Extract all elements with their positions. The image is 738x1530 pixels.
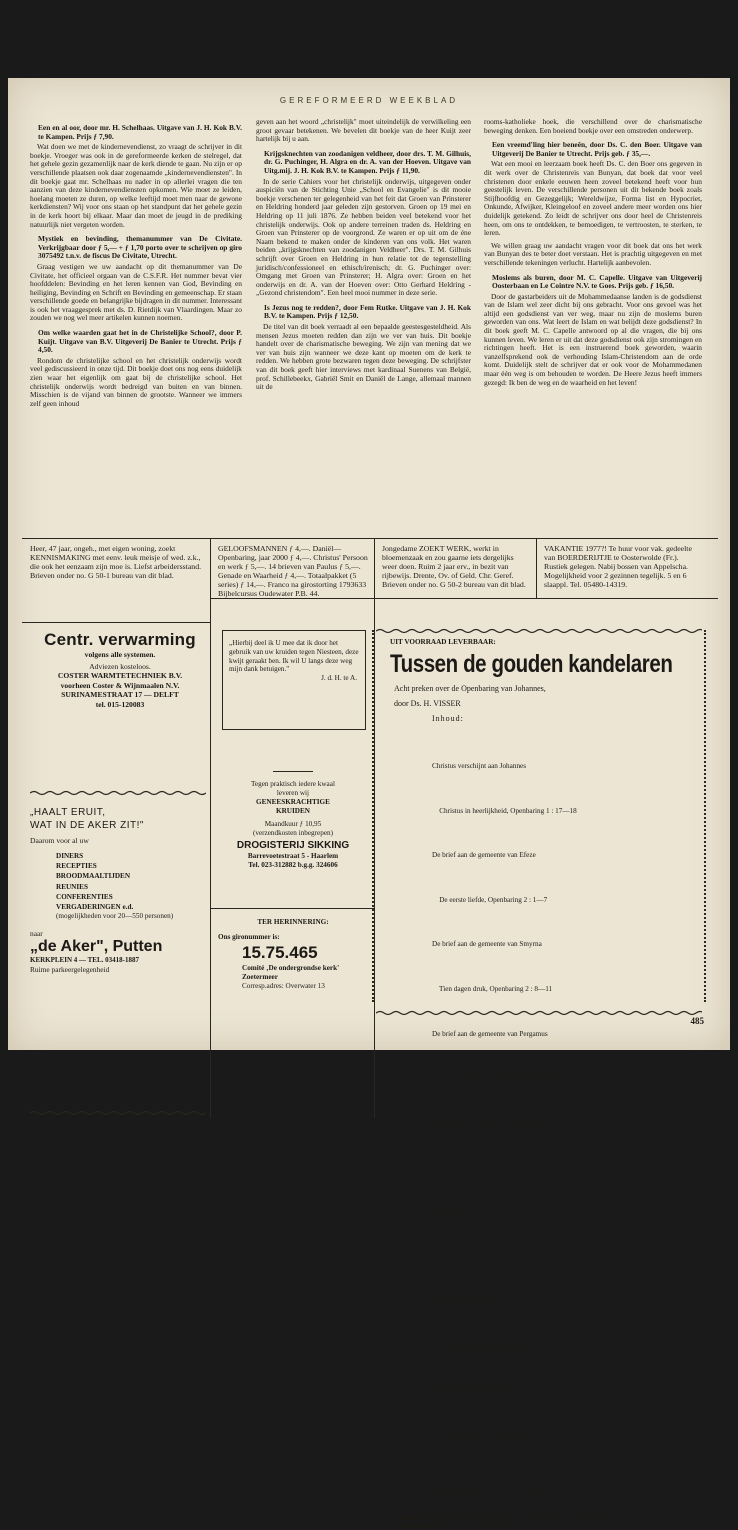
heating-ad-title: Centr. verwarming [44,630,196,649]
heating-ad [30,630,210,710]
heating-ad-address: SURINAMESTRAAT 17 — DELFT [61,690,179,700]
review-title: Mystiek en bevinding, themanummer van De Civitate. Verkrijgbaar door ƒ 5,— + ƒ 1,70 porto over te schrijven op giro 3075492 t.n.v. de fiscus De Civitate, Utrecht. [38,234,242,261]
review-title: Een vreemd'ling hier beneên, door Ds. C. den Boer. Uitgave van Uitgeverij De Banier te Utrecht. Prijs geb. ƒ 35,—. [492,140,702,158]
list-item: CONFERENTIES [56,892,113,901]
testimonial-text: „Hierbij deel ik U mee dat ik door het gebruik van uw kruiden tegen Niesteen, deze kwijt geraakt ben. Ik wil U langs deze weg mijn dank betuigen." [229,639,359,674]
list-item: REUNIES [56,882,88,891]
herbs-ad-note: (verzendkosten inbegrepen) [252,829,334,837]
herbs-ad-heading: GENEESKRACHTIGE [256,798,330,806]
heating-ad-phone: tel. 015-120083 [95,699,145,709]
herbs-ad-shop: DROGISTERIJ SIKKING [236,840,350,851]
heating-ad-sub: volgens alle systemen. [84,650,156,659]
review-title: Krijgsknechten van zoodanigen veldheer, door drs. T. M. Gilhuis, dr. G. Puchinger, H. Algra en dr. A. van der Hoeven. Uitgave van Uitg.mij. J. H. Kok B.V. te Kampen. Prijs ƒ 11,90. [264,148,471,175]
running-header: GEREFORMEERD WEEKBLAD [279,96,459,105]
list-item: De eerste liefde, Openbaring 2 : 1—7 [432,895,548,904]
divider [210,598,211,1118]
list-item: De brief aan de gemeente van Smyrna [432,940,542,949]
giro-ad-address: Corresp.adres: Overwater 13 [242,982,325,990]
herbs-ad-phone: Tel. 023-312882 b.g.g. 324606 [248,861,338,869]
herbs-ad-price: Maandkuur ƒ 10,95 [264,820,322,828]
divider [536,538,537,598]
list-item: Het woeden van Izebel, Openbaring 2 : 18—29 [432,1163,576,1172]
book-title: Tussen de gouden kandelaren [390,650,673,678]
giro-number: 15.75.465 [242,943,318,962]
aker-naar: naar [30,929,43,939]
list-item: De brief aan de gemeente van Pergamus [432,1029,548,1038]
divider [273,771,313,772]
book-subtitle: Acht preken over de Openbaring van Johannes, [394,684,546,693]
newspaper-page [8,78,730,1530]
book-contents-heading: Inhoud: [432,714,464,723]
decorative-border [702,630,706,1002]
list-item: De brief aan de gemeente van Thyatire [432,1118,544,1127]
testimonial-signature: J. d. H. te A. [321,674,357,683]
herbs-ad [218,780,368,870]
book-author: door Ds. H. VISSER [394,699,461,708]
review-text: Wat een mooi en leerzaam boek heeft Ds. C. den Boer ons gegeven in dit werk over de Christenreis van Bunyan, dat boek dat voor veel christenen door enkele eeuwen heen zoveel betekend heeft voor hun geestelijk leven. De verschillende personen uit dit bekende boek zoals Stijfhoofdig en Gezeggelijk; Wereldwijze, Forma list en Hypocriet, Onkunde, Afwijker, Kleingeloof en zoveel andere meer worden ons hier duidelijk getekend. Zo leidt de schrijver ons door heel de Christenreis heen, om ons te ontdekken, te bemoedigen, te vertroosten, te sterken, te leren. [484,159,702,238]
column-3 [484,118,702,391]
aker-slogan-2: WAT IN DE AKER ZIT!" [30,820,144,831]
book-order-info: Bestellingen bij de boekhandel en bij [392,1499,499,1508]
list-item: Een geopende deur, Openbaring 3 : 7—13 [432,1341,561,1350]
review-text: Door de gastarbeiders uit de Mohammedaanse landen is de godsdienst van de Islam wel zeer dicht bij ons gebracht. Voor ons gevoel was het altijd een godsdienst van ver weg, maar nu zijn de moslems buren geworden van ons. Wat leert de Islam en wat belijdt deze godsdienst? In dit boek geeft M. C. Capelle antwoord op al die vragen, die bij ons kunnen leven. We leren er uit dat deze godsdienst ook zijn stromingen en richtingen heeft. Het is een instruerend boek geworden, waarin vanzelfsprekend ook de verhouding Islam-Christendom aan de orde komt. Duidelijk stelt de schrijver dat er ook voor de Mohammedanen maar één weg is om behouden te worden. De Heere Jezus heeft immers gezegd: Ik ben de weg en de waarheid en het leven! [484,291,702,387]
book-contents [432,726,698,1476]
column-1 [30,118,242,412]
divider [374,538,375,598]
decorative-border [30,790,206,796]
list-item: Tien dagen druk, Openbaring 2 : 8—11 [432,984,553,993]
list-item: Christus verschijnt aan Johannes [432,762,527,770]
classified-ad: Heer, 47 jaar, ongeh., met eigen woning, zoekt KENNISMAKING met eenv. leuk meisje of wed. z.k., die ook het eenzaam zijn moe is. Liefst arbeidersstand. Brieven onder no. G 50-1 bureau van dit blad. [30,544,202,580]
decorative-border [376,1010,702,1016]
aker-parking: Ruime parkeergelegenheid [30,965,110,975]
herbs-ad-line: Tegen praktisch iedere kwaal [251,780,335,788]
list-item: Waar de troon des satans is, Openbaring 2 : 12—17 [432,1074,587,1083]
review-text: Rondom de christelijke school en het christelijk onderwijs wordt veel gediscussieerd in onze tijd. Dit boekje doet ons nog eens duidelijk zien waar het eigenlijk om gaat bij de christelijke school. Het christelijk onderwijs wordt bedreigd van buiten en van binnen. Misschien is de vijand van binnen de grootste. Wanneer we immers zelf geen inhoud [30,355,242,408]
book-ad-preheader: UIT VOORRAAD LEVERBAAR: [390,638,496,646]
giro-ad-sub: Ons gironummer is: [218,933,280,941]
giro-ad-title: TER HERINNERING: [257,918,329,926]
classified-ad: Jongedame ZOEKT WERK, werkt in bloemenzaak en zou gaarne iets dergelijks weer doen. Ruim 2 jaar erv., in bezit van rijbewijs. Drente, Ov. of Geld. Chr. Geref. Brieven onder no. G 50-2 bureau van dit blad. [382,544,526,589]
divider [210,538,211,598]
page-number: 485 [690,1016,704,1026]
list-item: Geroepen tot waakzaamheid, Openbaring 3 : 1—6 [432,1252,584,1261]
divider [22,538,718,539]
review-text: geven aan het woord „christelijk" moet uiteindelijk de verwilkeling een groot gevaar betekenen. We bevelen dit boekje van de heer Kuijt zeer hartelijk bij u aan. [256,117,471,144]
list-item: De brief aan Sardis [432,1207,488,1216]
review-title: Een en al oor, door mr. H. Schelhaas. Uitgave van J. H. Kok B.V. te Kampen. Prijs ƒ 7,90. [38,123,242,141]
divider [210,598,718,599]
heating-ad-company: COSTER WARMTETECHNIEK B.V. [57,671,183,681]
list-item: De brief aan de gemeente van Efeze [432,851,536,860]
review-text: In de serie Cahiers voor het christelijk onderwijs, uitgegeven onder auspiciën van de Stichting Unie „School en Evangelie" is dit mooie boekje verschenen ter gelegenheid van het feit dat Groen van Prinsterer en Heldring honderd jaar geleden zijn gestorven. Groen op 19 mei en Heldring op 11 juli 1876. Ze hebben beiden veel betekend voor het christelijk onderwijs. Ook op andere terreinen traden ds. Heldring en Groen van Prinsterer op de voorgrond. Ze waren er op uit om de éne Naam bekend te maken onder de kinderen van ons volk. Het waren beiden „krijgsknechten van zoodanigen Veldheer". Drs. T. M. Gilhuis schrijft over Groen en Heldring in hun relatie tot de tegenstelling juridisch/confessioneel en ethisch/irenisch; dr. G. Puchinger over: Omgang met Groen van Prinsterer; H. Algra over: Groen en het onderwijs en dr. A. van der Hoeven over: Otto Gerhard Heldring - „Gezond christendom". Een heel mooi nummer in deze serie. [256,176,471,298]
decorative-border [372,630,376,1002]
list-item: BROODMAALTIJDEN [56,872,131,881]
herbs-ad-address: Barrevoetestraat 5 - Haarlem [247,852,339,860]
publisher-line: DRUKKER-UITGEVER J. BOUT & ZN — HUIZEN — Giro 177897 [392,1513,606,1522]
list-item: Kopen en kloppen, Openbaring 3 : 14—22 [432,1430,562,1439]
book-price: De prijs van dit boek bedraagt ƒ 12,50, franko per post ƒ 15,25 [392,1485,573,1494]
aker-ad [30,806,210,974]
classified-ad: GELOOFSMANNEN ƒ 4,—. Daniël—Openbaring, jaar 2000 ƒ 4,—. Christus' Persoon en werk ƒ 5,—. 14 brieven van Paulus ƒ 5,—. Genade en Waarheid ƒ 4,—. Totaalpakket (5 series) ƒ 14,—. Franco na girostorting 1793633 Bijbelcursus Oudewater P.B. 44. [218,544,368,598]
heating-ad-formerly: voorheen Coster & Wijnmaalen N.V. [60,680,180,690]
aker-slogan-1: „HAALT ERUIT, [30,807,106,818]
review-text: Wat doen we met de kindernevendienst, zo vraagt de schrijver in dit boekje. Vroeger was ook in de gereformeerde kerken de stelregel, dat het gehele gezin gezamenlijk naar de kerk diende te gaan. Nu zijn er op verschillende plaatsen ook daar zogenaamde „kindernevendiensten". In dit boekje gaat mr. Schelhaas nu nader in op allerlei vragen die ten aanzien van deze kindernevendiensten opkomen. Wie moet ze leiden, hoelang moeten ze duren, op welke leeftijd moet men naar de gewone kerkdiensten? Wij voor ons staan op het standpunt dat het gehele gezin in de kerk hoort bij elkaar. Maar dan moet de jeugd in de prediking natuurlijk niet vergeten worden. [30,142,242,229]
review-title: Om welke waarden gaat het in de Christelijke School?, door P. Kuijt. Uitgave van B.V. Uitgeverij De Banier te Utrecht. Prijs ƒ 4,50. [38,328,242,355]
list-item: DINERS [56,852,84,860]
herbs-ad-heading: KRUIDEN [276,807,310,815]
column-2 [256,118,471,396]
publisher-address: Ceintuurbaan 52—34 — Tel. 02152-53293 [392,1521,521,1530]
review-text: Graag vestigen we uw aandacht op dit themanummer van De Civitate, het officieel orgaan van de C.S.F.R. Het nummer bevat vier hoofddelen: Bevinding en het leren kennen van God, Bevinding en heiliging, Bevinding en Schrift en Bevinding en gemeenschap. Er staan verschillende goede en belangrijke bijdragen in dit nummer. Interessant is ook het vraaggesprek met ds. D. Rietdijk van Vlaardingen. Maar zo zouden we nog wel meer artikelen kunnen noemen. [30,261,242,323]
divider [22,622,210,623]
aker-address: KERKPLEIN 4 — TEL. 03418-1887 [30,956,139,965]
review-title: Is Jezus nog te redden?, door Fem Rutke. Uitgave van J. H. Kok B.V. te Kampen. Prijs ƒ 12,50. [264,302,471,321]
review-text: De titel van dit boek verraadt al een bepaalde geestesgesteldheid. Als mensen Jezus moeten redden dan zijn we ver van huis. Dit boekje handelt over de charismatische beweging. We zijn van mening dat we ver van huis zijn wanneer we deze kant op moeten om de kerk te redden. We hebben grote bezwaren tegen deze beweging. De schrijfster van dit boek geeft hier interviews met kardinaal Suenens van België, prof. Schillebeekx, Gabriël Smit en Daniël de Lange, allemaal mannen uit de [256,322,471,392]
review-text: We willen graag uw aandacht vragen voor dit boek dat ons het werk van Bunyan des te beter doet verstaan. Het is prachtig uitgegeven en met verschillende tekeningen verlucht. Hartelijk aanbevolen. [484,240,702,267]
list-item: De brief aan Filadelfia [432,1297,497,1306]
list-item: VERGADERINGEN e.d. [56,903,134,912]
testimonial-box [222,630,366,730]
list-item: Christus in heerlijkheid, Openbaring 1 : 17—18 [432,806,577,815]
herbs-ad-line: leveren wij [276,789,310,797]
giro-ad-org: Comité ‚De ondergrondse kerk' [242,964,340,972]
review-text: rooms-katholieke hoek, die verschillend over de charismatische beweging denken. Een boeiend boekje over een omstreden onderwerp. [484,117,702,135]
heating-ad-advice: Adviezen kosteloos. [89,661,151,671]
giro-ad [218,918,368,991]
aker-list [56,851,210,912]
aker-intro: Daarom voor al uw [30,836,89,845]
aker-name: „de Aker", Putten [30,938,163,956]
decorative-border [376,628,702,634]
divider [210,908,374,909]
list-item: RECEPTIES [56,862,97,871]
list-item: De zevende brief aan Laodicea [432,1386,521,1395]
classified-ad: VAKANTIE 1977?! Te huur voor vak. gedeelte van BOERDERIJTJE te Oosterwolde (Fr.). Rustiek gelegen. Nabij bossen van Appelscha. Mogelijkheid voor 2 gezinnen tegelijk. 5 en 6 slaappl. Tel. 05480-14319. [544,544,692,589]
decorative-border [30,1110,206,1116]
giro-ad-city: Zoetermeer [242,973,278,981]
review-title: Moslems als buren, door M. C. Capelle. Uitgave van Uitgeverij Oosterbaan en Le Cointre N.V. te Goes. Prijs geb. ƒ 16,50. [492,272,702,291]
aker-note: (mogelijkheden voor 20—550 personen) [56,912,174,921]
